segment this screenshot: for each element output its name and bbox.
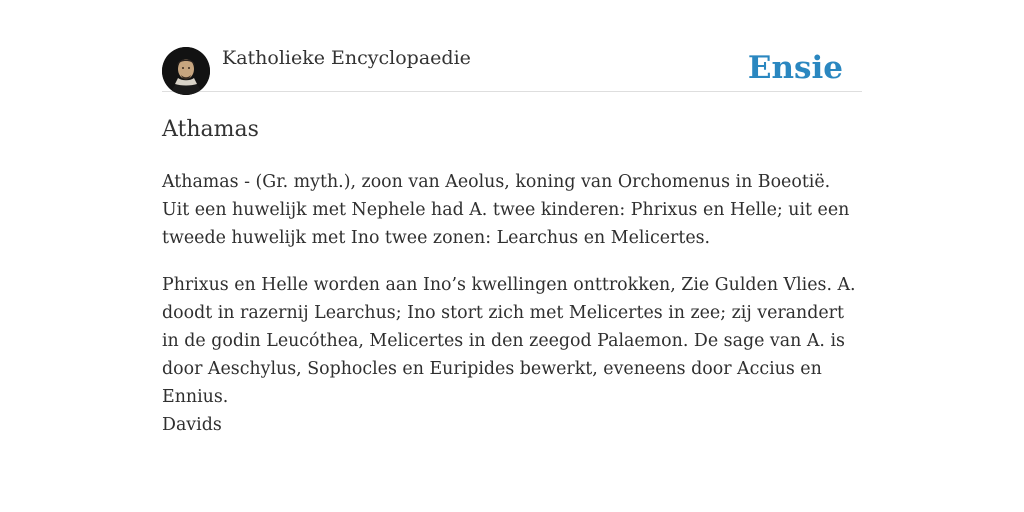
article-title: Athamas (162, 117, 259, 142)
article-content (162, 168, 862, 458)
encyclopedia-name-link[interactable]: Katholieke Encyclopaedie (222, 47, 471, 69)
brand-logo-link[interactable]: Ensie (747, 50, 843, 86)
article-paragraph-1: Athamas - (Gr. myth.), zoon van Aeolus, koning van Orchomenus in Boeotië. Uit een huwelijk met Nephele had A. twee kinderen: Phrixus en Helle; uit een tweede huwelijk met Ino twee zonen: Learchus en Melicertes. (162, 172, 850, 248)
article-container (162, 0, 862, 435)
header (162, 0, 862, 92)
portrait-avatar-icon (162, 47, 210, 95)
article-paragraph-2 (162, 271, 862, 439)
paragraph-2-text: Phrixus en Helle worden aan Ino’s kwellingen onttrokken, Zie Gulden Vlies. A. doodt in razernij Learchus; Ino stort zich met Melicertes in zee; zij verandert in de godin Leucóthea, Melicertes in den zeegod Palaemon. De sage van A. is door Aeschylus, Sophocles en Euripides bewerkt, eveneens door Accius en Ennius. (162, 275, 856, 407)
encyclopedia-avatar[interactable] (162, 47, 210, 95)
author-link[interactable]: Davids (162, 415, 222, 435)
